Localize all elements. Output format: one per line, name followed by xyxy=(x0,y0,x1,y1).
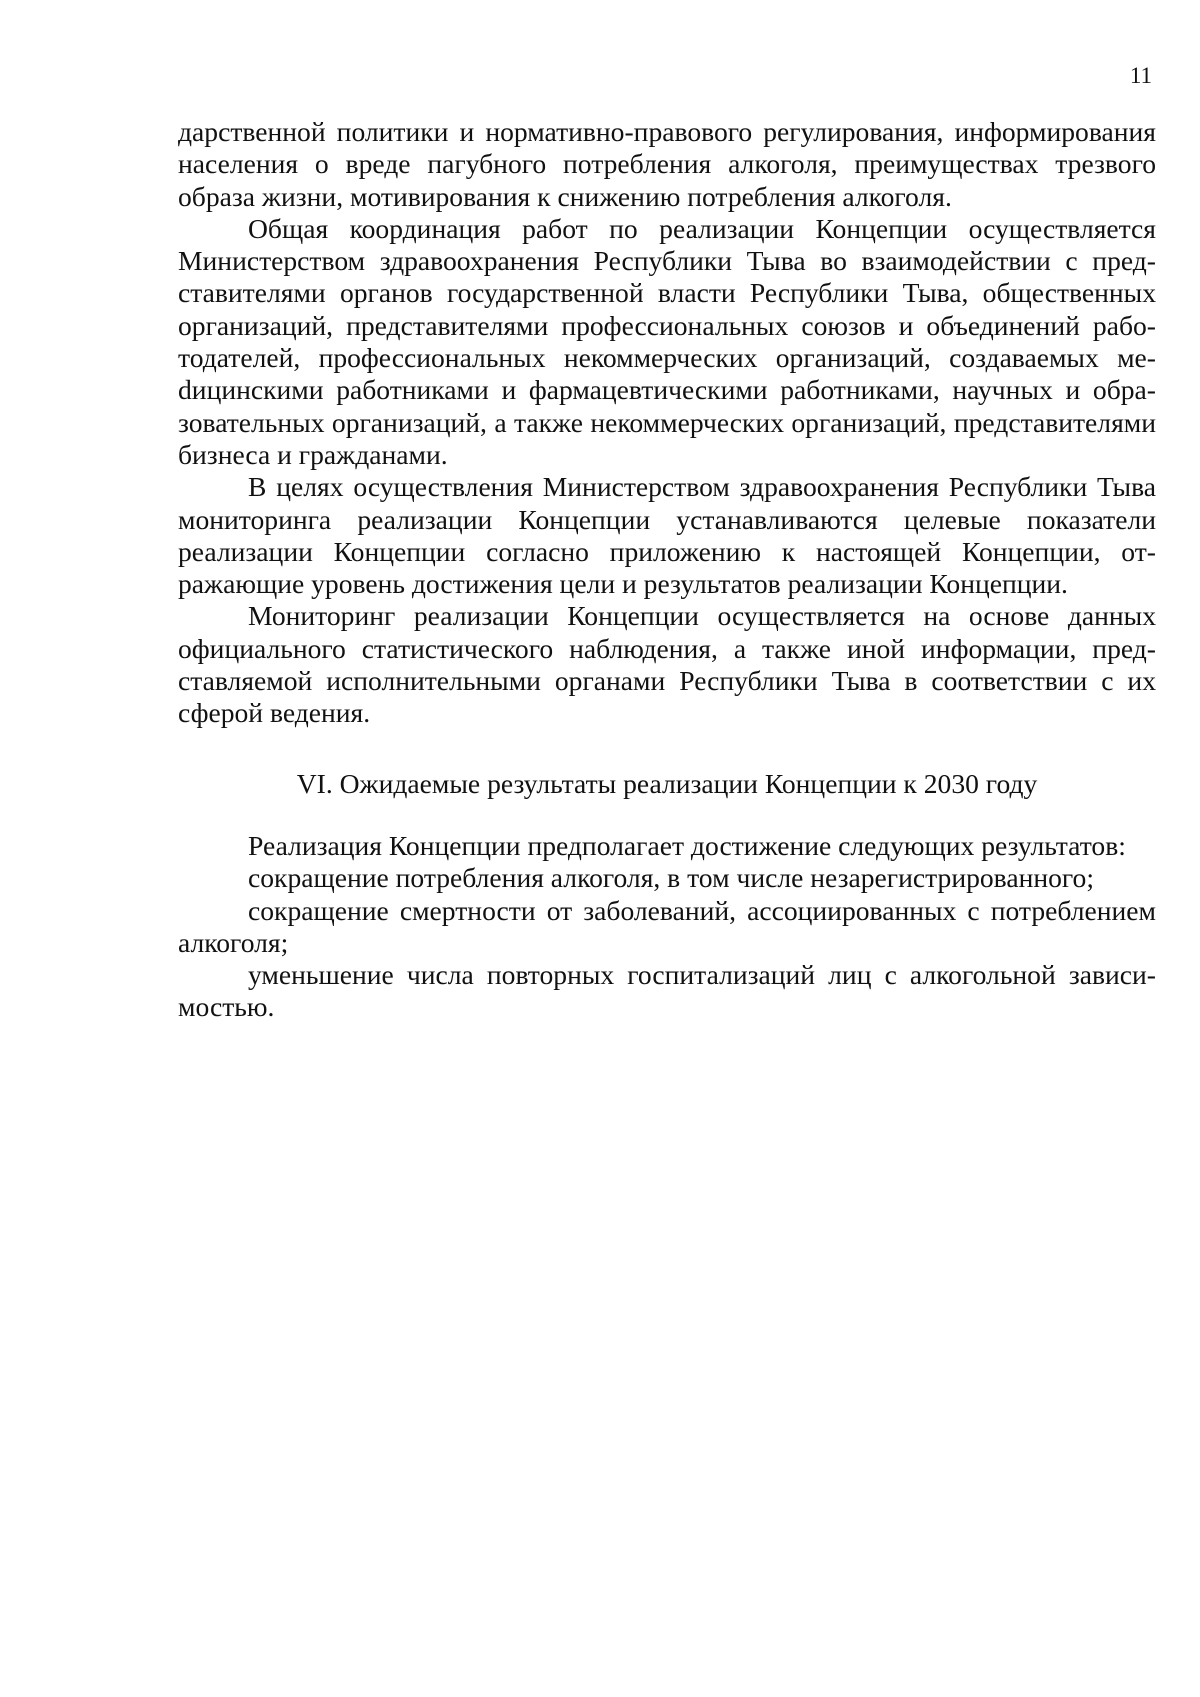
paragraph-monitoring-goals: В целях осуществления Министерством здравоохранения Республики Тыва мониторинга реализации Концепции устанавливаются целевые показатели реализации Концепции согласно приложению к настоящей Концепции, отражающие уровень достижения цели и результатов реализации Концепции. xyxy=(178,471,1156,600)
paragraph-continuation: дарственной политики и нормативно-правового регулирования, информирования населения о вреде пагубного потребления алкоголя, преимуществах трезвого образа жизни, мотивирования к снижению потребления алкоголя. xyxy=(178,116,1156,212)
page-number: 11 xyxy=(1129,63,1152,88)
list-item: уменьшение числа повторных госпитализаций лиц с алкогольной зависимостью. xyxy=(178,959,1156,1023)
list-item: сокращение потребления алкоголя, в том числе незарегистрированного; xyxy=(248,862,1095,894)
paragraph-coordination: Общая координация работ по реализации Концепции осуществляется Министерством здравоохранения Республики Тыва во взаимодействии с представителями органов государственной власти Республики Тыва, общественных организаций, представителями профессиональных союзов и объединений работодателей, профессиональных некоммерческих организаций, создаваемых меdицинскими работниками и фармацевтическими работниками, научных и образовательных организаций, а также некоммерческих организаций, представителями бизнеса и гражданами. xyxy=(178,212,1156,470)
list-item: сокращение смертности от заболеваний, ассоциированных с потреблением алкоголя; xyxy=(178,894,1156,958)
section-heading: VI. Ожидаемые результаты реализации Концепции к 2030 году xyxy=(296,767,1038,799)
results-intro: Реализация Концепции предполагает достижение следующих результатов: xyxy=(248,829,1126,861)
paragraph-monitoring-data: Мониторинг реализации Концепции осуществляется на основе данных официального статистического наблюдения, а также иной информации, представляемой исполнительными органами Республики Тыва в соответствии с их сферой ведения. xyxy=(178,600,1156,729)
document-body xyxy=(178,116,1156,1024)
